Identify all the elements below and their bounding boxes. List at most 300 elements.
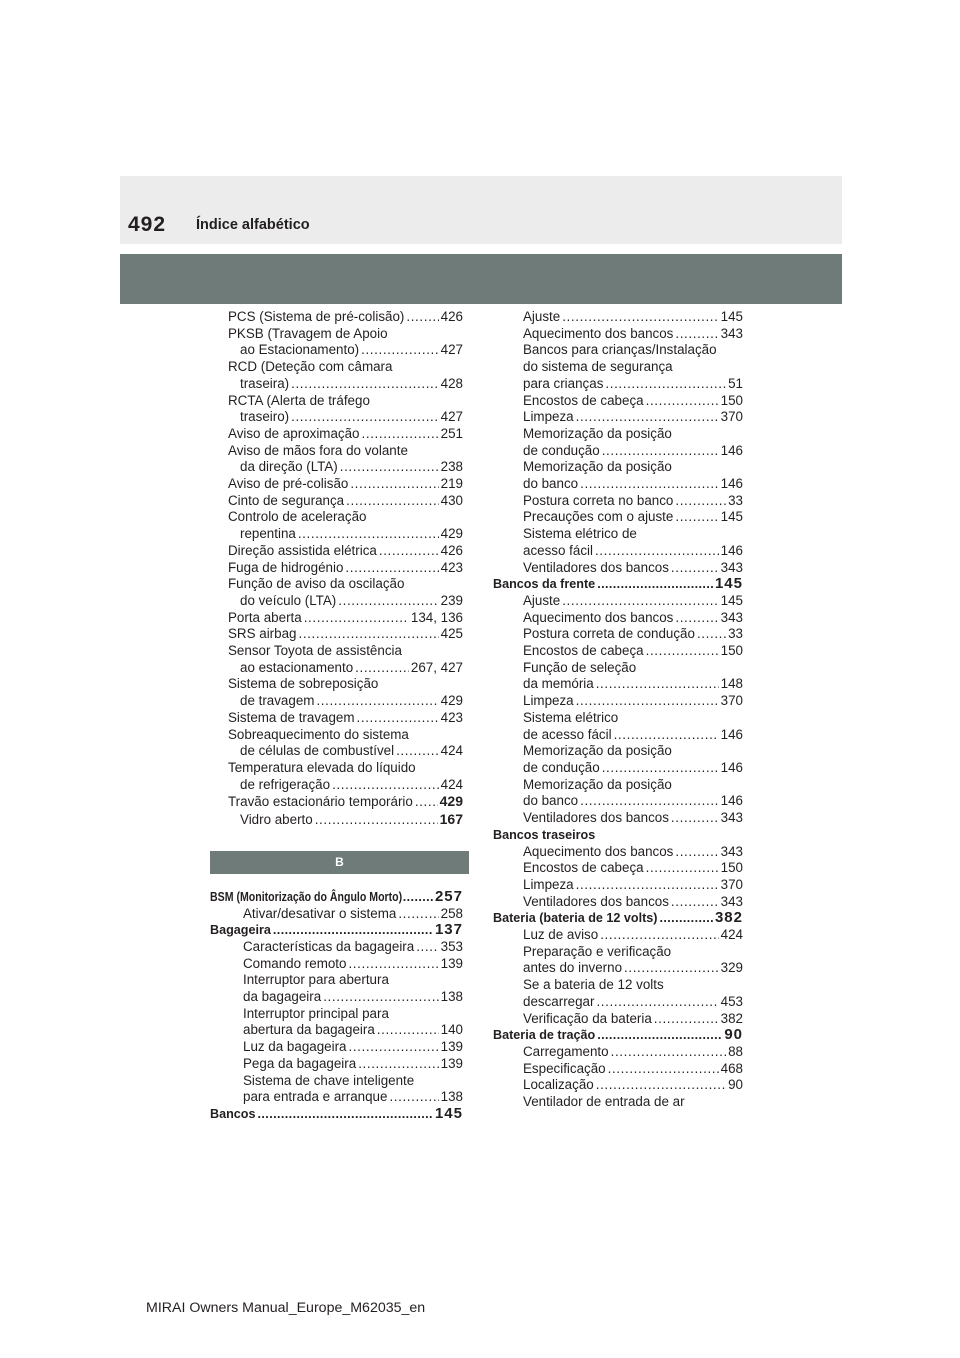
index-entry: [493, 877, 743, 894]
page-reference: 343: [720, 609, 743, 625]
index-entry: [493, 560, 743, 577]
leader-dots: [349, 1039, 439, 1056]
index-entry-text: da bagageira: [243, 989, 322, 1005]
page-reference: 423: [440, 709, 463, 725]
index-entry-text: Ventilador de entrada de ar: [523, 1094, 685, 1110]
index-entry-text: Especificação: [523, 1060, 606, 1076]
page-reference: 140: [440, 1022, 463, 1038]
index-entry-text: Bateria (bateria de 12 volts): [493, 911, 658, 926]
index-entry-text: Função de aviso da oscilação: [228, 576, 405, 592]
index-entry: [493, 593, 743, 610]
index-entry-text: ao estacionamento: [240, 659, 354, 675]
page-reference: 238: [440, 459, 463, 475]
index-entry: [493, 1044, 743, 1061]
index-entry-text: Luz da bagageira: [243, 1039, 347, 1055]
page-reference: 424: [440, 743, 463, 759]
index-entry: [210, 576, 463, 593]
index-entry: [493, 760, 743, 777]
index-entry-text: abertura da bagageira: [243, 1022, 375, 1038]
page-reference: 343: [720, 893, 743, 909]
leader-dots: [362, 426, 439, 443]
index-entry-text: Bancos para crianças/Instalação: [523, 342, 717, 358]
index-entry-text: traseira): [240, 375, 290, 391]
index-entry: [210, 906, 463, 923]
page-reference: 382: [714, 909, 743, 927]
index-entry-text: Cinto de segurança: [228, 492, 345, 508]
index-entry-text: Memorização da posição: [523, 425, 672, 441]
leader-dots: [298, 626, 438, 643]
index-entry: [210, 956, 463, 973]
leader-dots: [675, 493, 726, 510]
index-entry-text: repentina: [240, 526, 296, 542]
index-entry: [210, 793, 463, 811]
page-reference: 150: [720, 392, 743, 408]
index-entry-text: Comando remoto: [243, 955, 347, 971]
page-reference: 138: [440, 989, 463, 1005]
index-group-continued: [210, 309, 463, 829]
index-entry-text: Ventiladores dos bancos: [523, 559, 669, 575]
page-reference: 427: [440, 342, 463, 358]
leader-dots: [350, 476, 438, 493]
index-entry-text: Memorização da posição: [523, 459, 672, 475]
page-reference: 257: [434, 887, 463, 905]
index-entry-text: Bancos: [210, 1106, 256, 1121]
index-entry: [210, 676, 463, 693]
index-entry-text: Direção assistida elétrica: [228, 542, 377, 558]
page-reference: 145: [720, 509, 743, 525]
index-entry-text: de condução: [523, 442, 600, 458]
page-reference: 427: [440, 409, 463, 425]
index-entry-text: para crianças: [523, 375, 604, 391]
index-entry-text: Aviso de pré-colisão: [228, 476, 349, 492]
index-entry-text: de refrigeração: [240, 776, 331, 792]
index-entry: [493, 844, 743, 861]
leader-dots: [357, 710, 439, 727]
index-entry: [210, 989, 463, 1006]
index-entry-text: do veículo (LTA): [240, 592, 337, 608]
page-reference: 146: [720, 726, 743, 742]
page-reference: 145: [714, 575, 743, 593]
index-entry-text: Bancos da frente: [493, 577, 596, 592]
index-entry: [493, 777, 743, 794]
page-reference: 219: [440, 476, 463, 492]
index-entry-text: Sistema de chave inteligente: [243, 1072, 415, 1088]
leader-dots: [654, 1011, 719, 1028]
index-main-entry: [493, 910, 743, 927]
page-reference: 382: [720, 1010, 743, 1026]
page-reference: 33: [728, 626, 743, 642]
page-reference: 239: [440, 592, 463, 608]
index-entry-text: Sistema de travagem: [228, 709, 355, 725]
leader-dots: [597, 576, 713, 593]
index-entry-text: Aviso de aproximação: [228, 425, 360, 441]
leader-dots: [595, 543, 719, 560]
index-entry-text: Bagageira: [210, 923, 271, 938]
index-entry: [493, 426, 743, 443]
index-entry-text: Postura correta no banco: [523, 492, 674, 508]
leader-dots: [355, 660, 409, 677]
page-reference: 90: [728, 1077, 743, 1093]
index-entry: [210, 1073, 463, 1090]
index-entry: [210, 760, 463, 777]
page-reference: 145: [720, 592, 743, 608]
index-entry-text: PCS (Sistema de pré-colisão): [228, 309, 405, 324]
index-entry: [210, 309, 463, 326]
index-entry-text: Aviso de mãos fora do volante: [228, 442, 408, 458]
index-entry-text: traseiro): [240, 409, 290, 425]
index-entry: [493, 743, 743, 760]
index-entry-text: de condução: [523, 759, 600, 775]
page-reference: 453: [720, 993, 743, 1009]
index-main-entry: [210, 889, 463, 906]
index-entry-text: Características da bagageira: [243, 938, 415, 954]
index-entry-text: Ativar/desativar o sistema: [243, 905, 397, 921]
index-entry: [210, 1089, 463, 1106]
page-reference: 424: [440, 776, 463, 792]
leader-dots: [646, 643, 719, 660]
leader-dots: [671, 894, 719, 911]
index-entry: [210, 1022, 463, 1039]
page-reference: 428: [440, 375, 463, 391]
index-entry: [493, 376, 743, 393]
index-entry: [210, 939, 463, 956]
leader-dots: [576, 693, 719, 710]
leader-dots: [605, 376, 726, 393]
index-entry-text: Localização: [523, 1077, 594, 1093]
index-entry-text: do sistema de segurança: [523, 359, 673, 375]
leader-dots: [646, 393, 719, 410]
index-entry: [210, 443, 463, 460]
index-entry-text: acesso fácil: [523, 542, 593, 558]
leader-dots: [340, 459, 439, 476]
index-entry-text: Postura correta de condução: [523, 626, 695, 642]
leader-dots: [415, 794, 438, 811]
index-entry-text: Vidro aberto: [240, 812, 313, 828]
page-reference: 343: [720, 843, 743, 859]
page-reference: 88: [728, 1043, 743, 1059]
index-entry-text: de acesso fácil: [523, 726, 612, 742]
index-entry: [210, 509, 463, 526]
leader-dots: [596, 994, 718, 1011]
index-entry: [493, 459, 743, 476]
index-entry: [210, 376, 463, 393]
index-entry: [210, 393, 463, 410]
index-group-bancos: [493, 309, 743, 1111]
index-entry: [493, 393, 743, 410]
section-title: Índice alfabético: [196, 217, 310, 233]
index-entry: [493, 342, 743, 359]
page-reference: 145: [720, 309, 743, 324]
page-reference: 51: [728, 375, 743, 391]
index-entry-text: Sistema de sobreposição: [228, 676, 379, 692]
letter-heading-b: B: [210, 851, 469, 874]
index-entry: [493, 977, 743, 994]
leader-dots: [624, 960, 719, 977]
index-entry-text: antes do inverno: [523, 960, 623, 976]
index-entry-text: Preparação e verificação: [523, 943, 672, 959]
index-entry: [210, 743, 463, 760]
index-entry: [493, 944, 743, 961]
leader-dots: [273, 922, 433, 939]
leader-dots: [291, 409, 439, 426]
index-entry-text: ao Estacionamento): [240, 342, 360, 358]
index-entry: [493, 509, 743, 526]
index-entry-text: Travão estacionário temporário: [228, 794, 413, 810]
index-entry-text: Sistema elétrico: [523, 709, 619, 725]
leader-dots: [602, 443, 719, 460]
page-reference: 258: [440, 905, 463, 921]
index-entry-text: Luz de aviso: [523, 927, 599, 943]
leader-dots: [580, 476, 719, 493]
leader-dots: [675, 509, 718, 526]
index-main-entry: [493, 1027, 743, 1044]
leader-dots: [316, 693, 438, 710]
page-reference: 134, 136: [410, 609, 463, 625]
leader-dots: [596, 1077, 726, 1094]
page-reference: 146: [720, 476, 743, 492]
index-entry-text: Carregamento: [523, 1043, 609, 1059]
leader-dots: [379, 543, 439, 560]
leader-dots: [323, 989, 438, 1006]
page-reference: 343: [720, 559, 743, 575]
page-reference: 139: [440, 955, 463, 971]
index-entry-text: Ajuste: [523, 309, 561, 324]
page-reference: 90: [724, 1026, 743, 1044]
leader-dots: [304, 610, 409, 627]
page-reference: 146: [720, 759, 743, 775]
index-entry: [210, 693, 463, 710]
leader-dots: [608, 1061, 719, 1078]
page-reference: 426: [440, 309, 463, 324]
index-entry-text: Limpeza: [523, 876, 574, 892]
index-entry: [210, 543, 463, 560]
index-entry-text: Encostos de cabeça: [523, 860, 644, 876]
index-entry: [493, 793, 743, 810]
page-reference: 343: [720, 810, 743, 826]
leader-dots: [403, 889, 433, 906]
page-reference: 150: [720, 643, 743, 659]
index-entry: [210, 811, 463, 829]
index-entry-text: Encostos de cabeça: [523, 643, 644, 659]
page-reference: 146: [720, 442, 743, 458]
index-entry-text: Memorização da posição: [523, 776, 672, 792]
index-main-entry: [210, 922, 463, 939]
page-reference: 329: [720, 960, 743, 976]
index-entry-text: da memória: [523, 676, 594, 692]
leader-dots: [338, 593, 438, 610]
index-entry: [210, 626, 463, 643]
index-group-b: [210, 889, 463, 1123]
page-number: 492: [128, 213, 167, 236]
index-main-entry: [493, 576, 743, 593]
index-entry: [210, 359, 463, 376]
index-entry-text: Pega da bagageira: [243, 1055, 357, 1071]
index-entry: [210, 493, 463, 510]
leader-dots: [671, 810, 719, 827]
index-entry: [493, 994, 743, 1011]
index-entry-text: de células de combustível: [240, 743, 395, 759]
index-entry: [210, 1006, 463, 1023]
index-main-entry: [493, 827, 743, 844]
leader-dots: [358, 1056, 438, 1073]
index-entry: [493, 960, 743, 977]
index-entry: [493, 710, 743, 727]
index-entry-text: Temperatura elevada do líquido: [228, 759, 416, 775]
index-entry-text: Sensor Toyota de assistência: [228, 643, 402, 659]
index-entry: [493, 643, 743, 660]
page-reference: 370: [720, 693, 743, 709]
index-entry: [493, 409, 743, 426]
index-entry: [210, 593, 463, 610]
index-entry: [493, 493, 743, 510]
index-entry-text: Interruptor principal para: [243, 1005, 389, 1021]
index-column-right: [493, 309, 743, 1111]
leader-dots: [611, 1044, 726, 1061]
index-entry-text: Controlo de aceleração: [228, 509, 367, 525]
page-reference: 137: [434, 921, 463, 939]
index-entry-text: SRS airbag: [228, 626, 297, 642]
index-entry: [210, 476, 463, 493]
leader-dots: [675, 326, 718, 343]
page-reference: 148: [720, 676, 743, 692]
page-reference: 139: [440, 1039, 463, 1055]
index-entry: [210, 342, 463, 359]
page-reference: 426: [440, 542, 463, 558]
index-entry: [493, 660, 743, 677]
index-entry: [210, 660, 463, 677]
page-reference: 430: [440, 492, 463, 508]
index-entry: [210, 727, 463, 744]
leader-dots: [291, 376, 439, 393]
section-tab-band: [120, 254, 842, 304]
leader-dots: [697, 626, 726, 643]
leader-dots: [406, 309, 438, 326]
index-entry-text: Função de seleção: [523, 659, 637, 675]
index-entry: [493, 326, 743, 343]
page-reference: 33: [728, 492, 743, 508]
page-reference: 139: [440, 1055, 463, 1071]
header-band: [120, 176, 842, 244]
index-entry-text: do banco: [523, 793, 579, 809]
index-entry: [493, 927, 743, 944]
leader-dots: [602, 760, 719, 777]
page-reference: 425: [440, 626, 463, 642]
index-column-left: [210, 309, 463, 1123]
leader-dots: [345, 560, 438, 577]
index-entry: [493, 526, 743, 543]
index-entry: [493, 810, 743, 827]
index-entry-text: RCD (Deteção com câmara: [228, 359, 393, 375]
index-entry: [493, 443, 743, 460]
page-reference: 146: [720, 542, 743, 558]
leader-dots: [576, 409, 719, 426]
index-entry: [210, 710, 463, 727]
leader-dots: [389, 1089, 438, 1106]
leader-dots: [562, 593, 718, 610]
index-entry: [493, 1077, 743, 1094]
leader-dots: [258, 1106, 433, 1123]
index-entry-text: de travagem: [240, 693, 315, 709]
leader-dots: [671, 560, 719, 577]
index-entry-text: Verificação da bateria: [523, 1010, 652, 1026]
index-entry-text: Sistema elétrico de: [523, 526, 637, 542]
page-reference: 370: [720, 876, 743, 892]
page-reference: 429: [440, 693, 463, 709]
index-entry: [210, 1039, 463, 1056]
index-entry-text: Fuga de hidrogénio: [228, 559, 344, 575]
index-entry-text: Bancos traseiros: [493, 827, 596, 842]
page-reference: 251: [440, 425, 463, 441]
index-entry-text: Interruptor para abertura: [243, 972, 389, 988]
leader-dots: [597, 1027, 722, 1044]
leader-dots: [416, 939, 438, 956]
leader-dots: [562, 309, 718, 326]
index-entry-text: RCTA (Alerta de tráfego: [228, 392, 370, 408]
index-entry-text: da direção (LTA): [240, 459, 338, 475]
index-entry-text: Memorização da posição: [523, 743, 672, 759]
page-reference: 370: [720, 409, 743, 425]
index-entry: [210, 409, 463, 426]
index-entry: [493, 1011, 743, 1028]
index-entry: [210, 1056, 463, 1073]
index-entry-text: Limpeza: [523, 409, 574, 425]
leader-dots: [614, 727, 719, 744]
index-entry: [210, 426, 463, 443]
page-reference: 424: [720, 927, 743, 943]
index-entry: [210, 459, 463, 476]
page-reference: 429: [440, 526, 463, 542]
index-entry: [493, 610, 743, 627]
leader-dots: [600, 927, 718, 944]
page-reference: 353: [440, 938, 463, 954]
index-entry-text: para entrada e arranque: [243, 1089, 388, 1105]
index-entry-text: Limpeza: [523, 693, 574, 709]
page-reference: 429: [439, 793, 463, 810]
index-entry: [493, 543, 743, 560]
index-entry: [493, 894, 743, 911]
index-entry: [493, 359, 743, 376]
index-entry: [210, 643, 463, 660]
leader-dots: [348, 956, 438, 973]
index-entry-text: Ajuste: [523, 592, 561, 608]
index-entry: [210, 326, 463, 343]
page-reference: 423: [440, 559, 463, 575]
leader-dots: [396, 743, 439, 760]
index-entry-text: Aquecimento dos bancos: [523, 609, 674, 625]
leader-dots: [315, 812, 438, 829]
index-entry: [210, 610, 463, 627]
index-entry: [493, 309, 743, 326]
index-entry: [493, 860, 743, 877]
leader-dots: [298, 526, 439, 543]
index-entry: [493, 1094, 743, 1111]
leader-dots: [576, 877, 719, 894]
index-entry-text: Aquecimento dos bancos: [523, 843, 674, 859]
index-entry-text: BSM (Monitorização do Ângulo Morto): [210, 889, 403, 904]
page-reference: 468: [720, 1060, 743, 1076]
page-reference: 146: [720, 793, 743, 809]
index-entry-text: Bateria de tração: [493, 1028, 596, 1043]
index-entry-text: Ventiladores dos bancos: [523, 810, 669, 826]
leader-dots: [580, 793, 719, 810]
index-entry: [493, 676, 743, 693]
leader-dots: [377, 1022, 439, 1039]
index-entry: [210, 526, 463, 543]
index-entry: [210, 777, 463, 794]
index-entry-text: Se a bateria de 12 volts: [523, 977, 664, 993]
index-entry: [493, 727, 743, 744]
footer-manual-title: MIRAI Owners Manual_Europe_M62035_en: [146, 1300, 426, 1316]
